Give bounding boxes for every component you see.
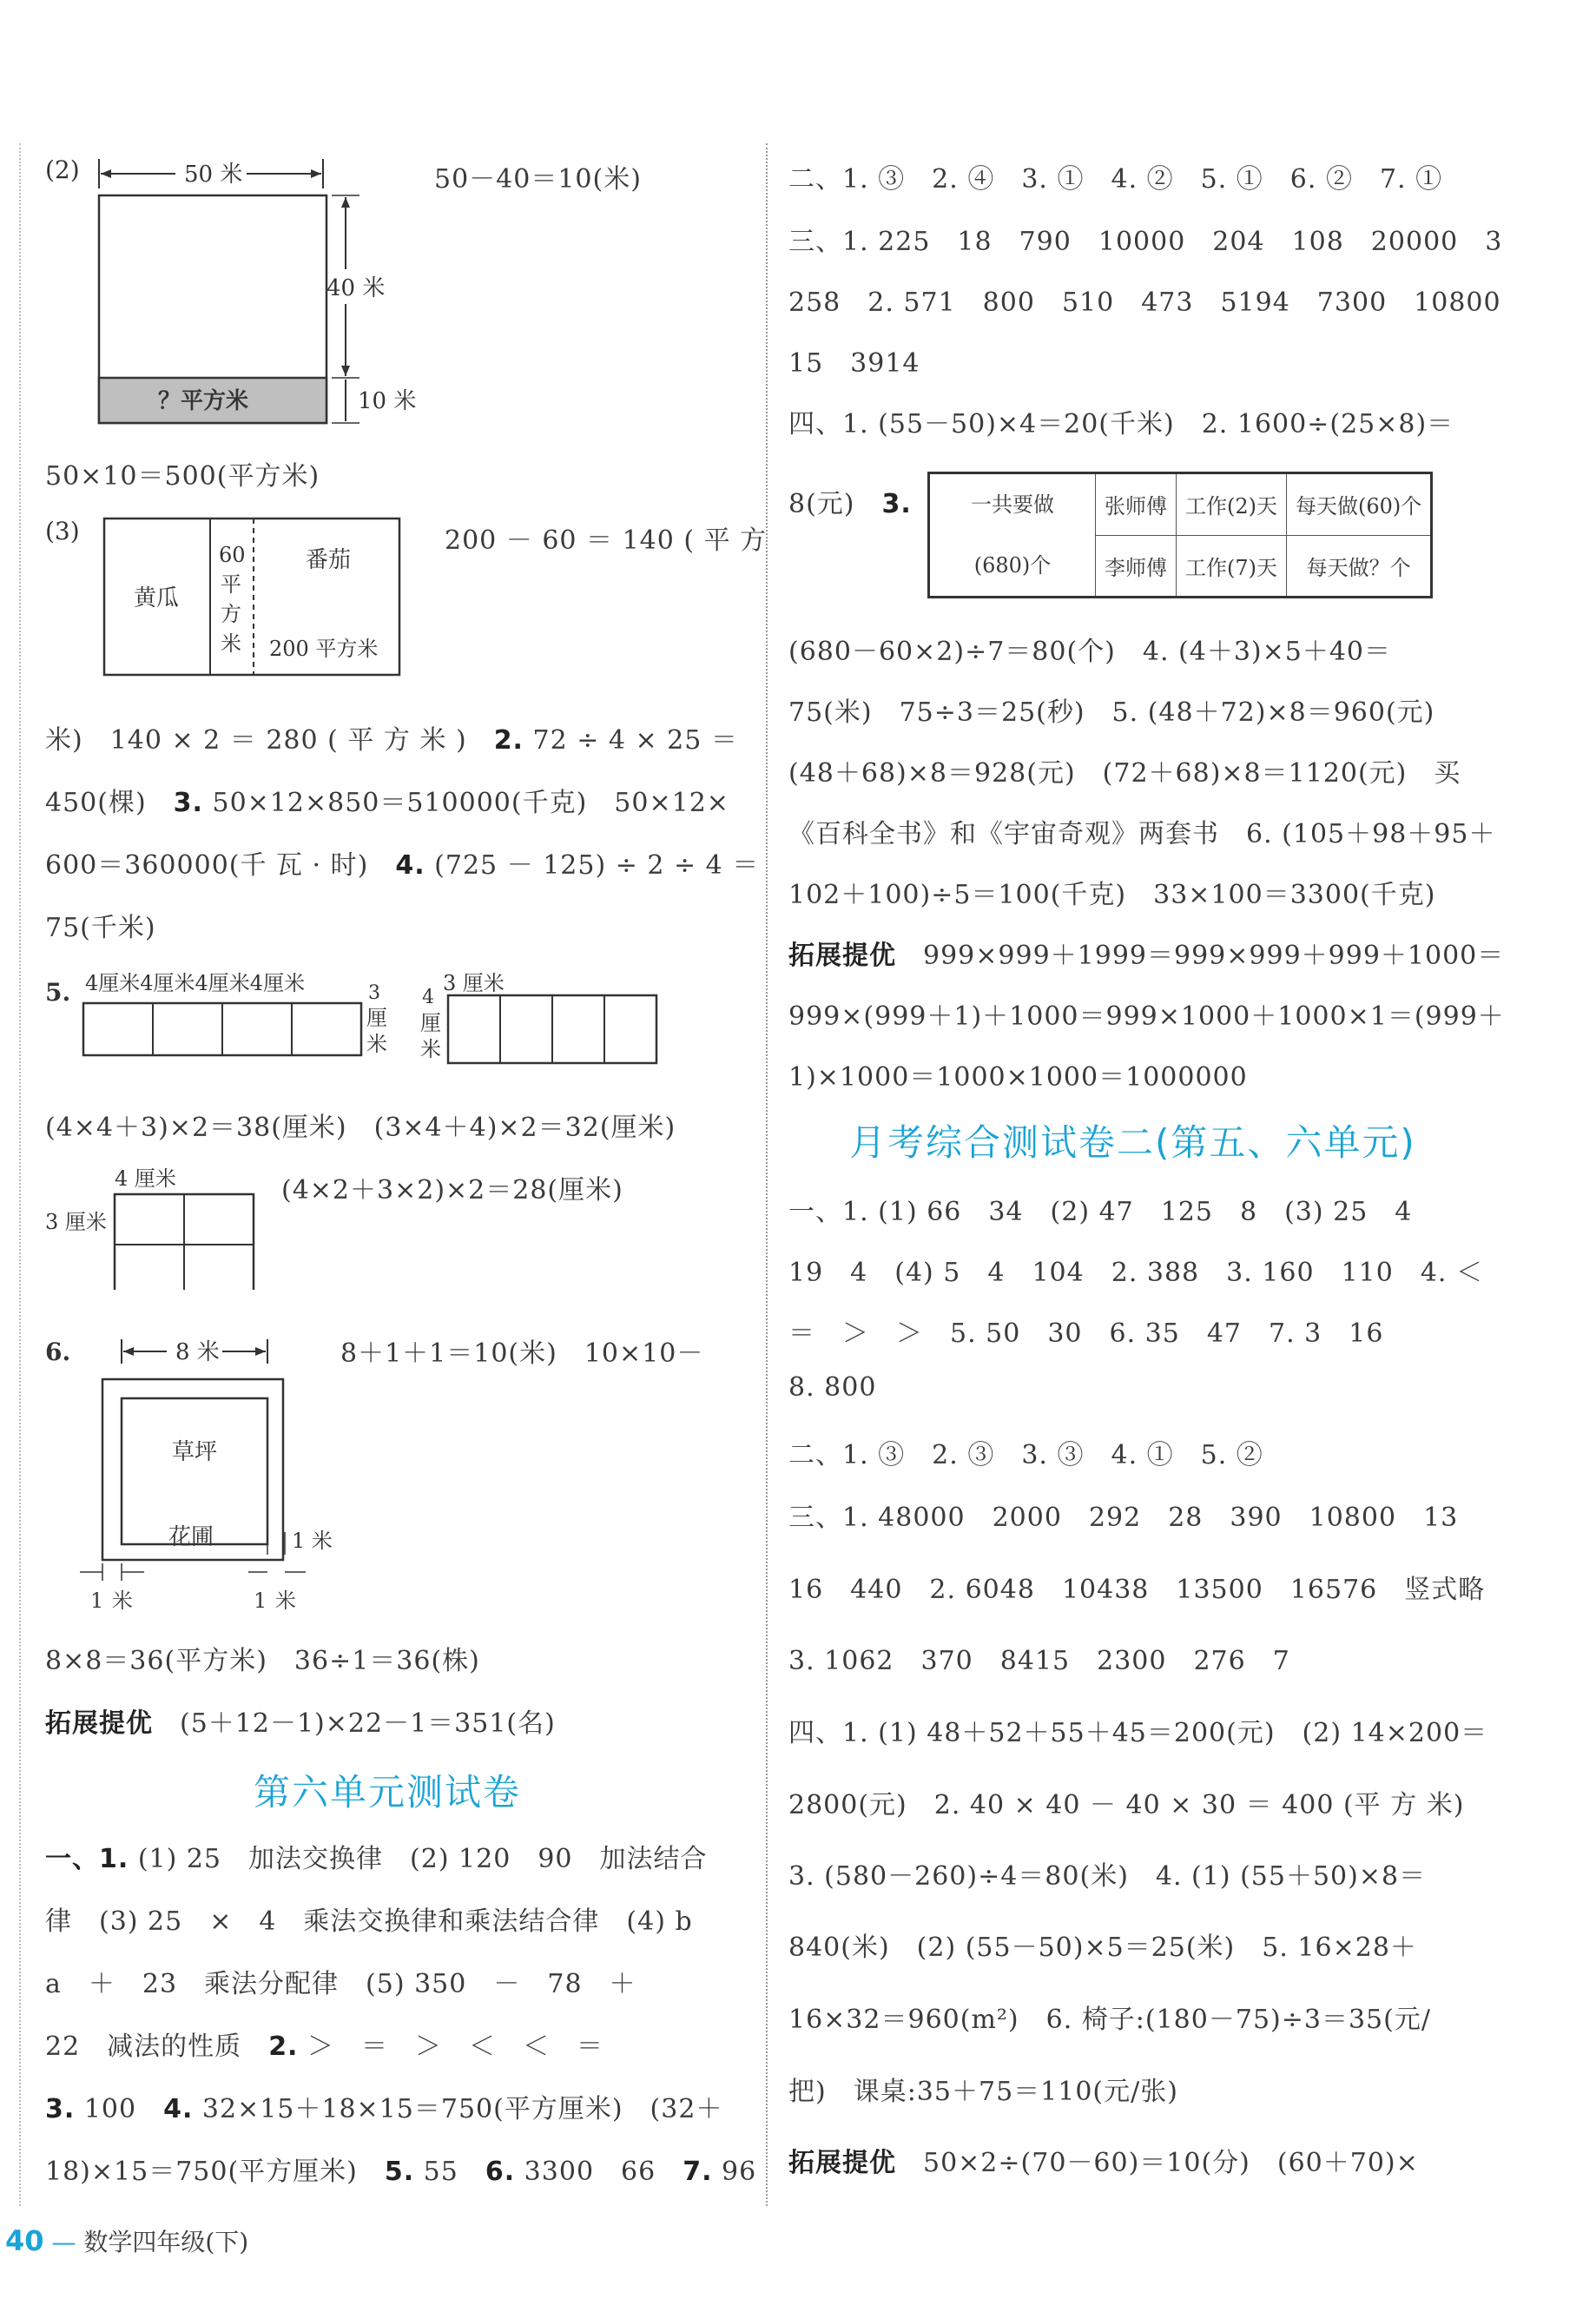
- answer-line: 一、1. (1) 25 加法交换律 (2) 120 90 加法结合: [45, 1844, 708, 1874]
- table-cell: 每天做(60)个: [1287, 473, 1432, 536]
- figure-2-strip-label: 10 米: [358, 388, 417, 414]
- answer-line: 3. 1062 370 8415 2300 276 7: [788, 1646, 1290, 1676]
- page-footer: 40 — 数学四年级(下): [5, 2224, 249, 2257]
- answer-line: 律 (3) 25 × 4 乘法交换律和乘法结合律 (4) b: [45, 1906, 693, 1937]
- figure-6-flowerbed-label: 花圃: [168, 1524, 214, 1550]
- figure-5-top-label: 4厘米4厘米4厘米4厘米: [85, 971, 306, 995]
- figure-6-margin-right: 1 米: [292, 1529, 333, 1553]
- answer-line: 二、1. ③ 2. ④ 3. ① 4. ② 5. ① 6. ② 7. ①: [788, 164, 1443, 195]
- figure-5c-top-label: 4 厘米: [115, 1166, 176, 1191]
- answer-line: 四、1. (1) 48＋52＋55＋45＝200(元) (2) 14×200＝: [788, 1718, 1488, 1748]
- answer-line: 16×32＝960(m²) 6. 椅子:(180－75)÷3＝35(元/: [788, 2005, 1431, 2035]
- svg-text:4: 4: [422, 987, 434, 1008]
- extension-line: 拓展提优 (5＋12－1)×22－1＝351(名): [45, 1708, 556, 1739]
- answer-line: a ＋ 23 乘法分配律 (5) 350 － 78 ＋: [45, 1969, 636, 1999]
- answer-line: 19 4 (4) 5 4 104 2. 388 3. 160 110 4. ＜: [788, 1258, 1483, 1288]
- section-title-unit6: 第六单元测试卷: [254, 1771, 522, 1813]
- answer-line: 一、1. (1) 66 34 (2) 47 125 8 (3) 25 4: [788, 1197, 1413, 1227]
- table-cell: 张师傅: [1096, 473, 1177, 536]
- answer-line: ＝ ＞ ＞ 5. 50 30 6. 35 47 7. 3 16: [788, 1318, 1384, 1349]
- figure-2-width-label: 50 米: [184, 162, 243, 188]
- svg-text:平: 平: [221, 572, 241, 597]
- answer-line: 18)×15＝750(平方厘米) 5. 55 6. 3300 66 7. 96: [45, 2157, 757, 2187]
- answer-line: 75(千米): [45, 913, 156, 943]
- table-cell: 工作(7)天: [1177, 535, 1287, 598]
- answer-line: 把) 课桌:35＋75＝110(元/张): [788, 2077, 1178, 2107]
- answer-line: 3. 100 4. 32×15＋18×15＝750(平方厘米) (32＋: [45, 2094, 723, 2124]
- answer-line: (4×2＋3×2)×2＝28(厘米): [281, 1175, 623, 1206]
- answer-line: 600＝360000(千 瓦 · 时) 4. (725 － 125) ÷ 2 ÷ 4 ＝: [45, 850, 760, 881]
- section-title-monthly-test: 月考综合测试卷二(第五、六单元): [849, 1121, 1416, 1164]
- answer-line: (680－60×2)÷7＝80(个) 4. (4＋3)×5＋40＝: [788, 637, 1392, 667]
- figure-3-path-area: 60: [219, 543, 246, 567]
- answer-line: 50－40＝10(米): [434, 164, 642, 195]
- figure-5c-side-label: 3 厘米: [45, 1210, 107, 1234]
- extension-label: 拓展提优: [45, 1708, 153, 1739]
- figure-3-tomato-area: 200 平方米: [269, 637, 379, 661]
- answer-line: 50×10＝500(平方米): [45, 461, 320, 492]
- answer-line: 8＋1＋1＝10(米) 10×10－: [340, 1338, 704, 1369]
- figure-6-margin-left: 1 米: [90, 1589, 134, 1613]
- extension-line: 拓展提优 999×999＋1999＝999×999＋999＋1000＝: [788, 941, 1505, 971]
- answer-line: 三、1. 225 18 790 10000 204 108 20000 3: [788, 227, 1503, 257]
- figure-3-tomato: 番茄: [306, 547, 352, 573]
- answer-line: 450(棵) 3. 50×12×850＝510000(千克) 50×12×: [45, 788, 729, 818]
- figure-3-number: (3): [45, 517, 80, 545]
- answer-line: 999×(999＋1)＋1000＝999×1000＋1000×1＝(999＋: [788, 1001, 1505, 1032]
- svg-text:厘: 厘: [420, 1011, 441, 1035]
- answer-line: 200 － 60 ＝ 140 ( 平 方: [445, 525, 768, 556]
- svg-text:厘: 厘: [366, 1006, 387, 1030]
- answer-line: 102＋100)÷5＝100(千克) 33×100＝3300(千克): [788, 880, 1436, 910]
- svg-text:米: 米: [420, 1037, 441, 1061]
- answer-line: 8(元) 3.: [788, 489, 912, 519]
- figure-6-margin-bottom: 1 米: [254, 1589, 297, 1613]
- answer-line: 22 减法的性质 2. ＞ ＝ ＞ ＜ ＜ ＝: [45, 2031, 604, 2062]
- answer-line: 二、1. ③ 2. ③ 3. ③ 4. ① 5. ②: [788, 1440, 1263, 1470]
- answer-line: 四、1. (55－50)×4＝20(千米) 2. 1600÷(25×8)＝: [788, 409, 1454, 439]
- work-table: [927, 472, 1433, 598]
- figure-2-number: (2): [45, 155, 80, 184]
- answer-line: 8. 800: [788, 1372, 877, 1403]
- svg-text:米: 米: [366, 1032, 387, 1056]
- figure-6-lawn-label: 草坪: [172, 1439, 218, 1465]
- answer-line: 15 3914: [788, 348, 920, 379]
- answer-line: 1)×1000＝1000×1000＝1000000: [788, 1062, 1248, 1093]
- answer-line: (4×4＋3)×2＝38(厘米) (3×4＋4)×2＝32(厘米): [45, 1113, 676, 1143]
- svg-text:米: 米: [221, 631, 241, 656]
- figure-3-cucumber: 黄瓜: [134, 585, 180, 611]
- answer-line: 米) 140 × 2 ＝ 280 ( 平 方 米 ) 2. 72 ÷ 4 × 25 ＝: [45, 725, 738, 756]
- extension-label: 拓展提优: [788, 2148, 896, 2178]
- figure-5c-grid: [45, 1159, 306, 1290]
- figure-2-rectangle: [45, 143, 445, 439]
- answer-line: 三、1. 48000 2000 292 28 390 10800 13: [788, 1503, 1459, 1533]
- figure-6-width-label: 8 米: [175, 1339, 220, 1365]
- answer-line: 《百科全书》和《宇宙奇观》两套书 6. (105＋98＋95＋: [788, 819, 1496, 849]
- figure-3-garden: [45, 508, 410, 690]
- table-cell: 工作(2)天: [1177, 473, 1287, 536]
- answer-line: 75(米) 75÷3＝25(秒) 5. (48＋72)×8＝960(元): [788, 697, 1435, 728]
- table-cell: 李师傅: [1096, 535, 1177, 598]
- question-6-number: 6.: [45, 1338, 71, 1366]
- answer-line: 3. (580－260)÷4＝80(米) 4. (1) (55＋50)×8＝: [788, 1861, 1427, 1892]
- column-divider: [766, 143, 768, 2206]
- answer-line: (48＋68)×8＝928(元) (72＋68)×8＝1120(元) 买: [788, 758, 1461, 789]
- figure-5b-top-label: 3 厘米: [443, 971, 505, 995]
- figure-2-area-label: ？平方米: [158, 388, 249, 414]
- question-5-number: 5.: [45, 978, 71, 1007]
- answer-line: 258 2. 571 800 510 473 5194 7300 10800: [788, 287, 1501, 318]
- left-margin-rule: [19, 143, 21, 2206]
- table-cell: 每天做？个: [1287, 535, 1432, 598]
- answer-line: 840(米) (2) (55－50)×5＝25(米) 5. 16×28＋: [788, 1932, 1417, 1963]
- answer-line: 8×8＝36(平方米) 36÷1＝36(株): [45, 1646, 480, 1676]
- answer-line: 16 440 2. 6048 10438 13500 16576 竖式略: [788, 1575, 1486, 1605]
- figure-5-rectangles: [45, 964, 705, 1068]
- table-total-cell: 一共要做 (680)个: [929, 473, 1096, 598]
- extension-line: 拓展提优 50×2÷(70－60)＝10(分) (60＋70)×: [788, 2148, 1419, 2178]
- book-title: 数学四年级(下): [83, 2228, 249, 2256]
- figure-2-height-label: 40 米: [326, 275, 386, 301]
- svg-text:3: 3: [368, 982, 380, 1004]
- page-number: 40: [5, 2224, 44, 2257]
- answer-line: 2800(元) 2. 40 × 40 － 40 × 30 ＝ 400 (平 方 米): [788, 1790, 1465, 1820]
- extension-label: 拓展提优: [788, 941, 896, 971]
- svg-text:方: 方: [221, 602, 241, 626]
